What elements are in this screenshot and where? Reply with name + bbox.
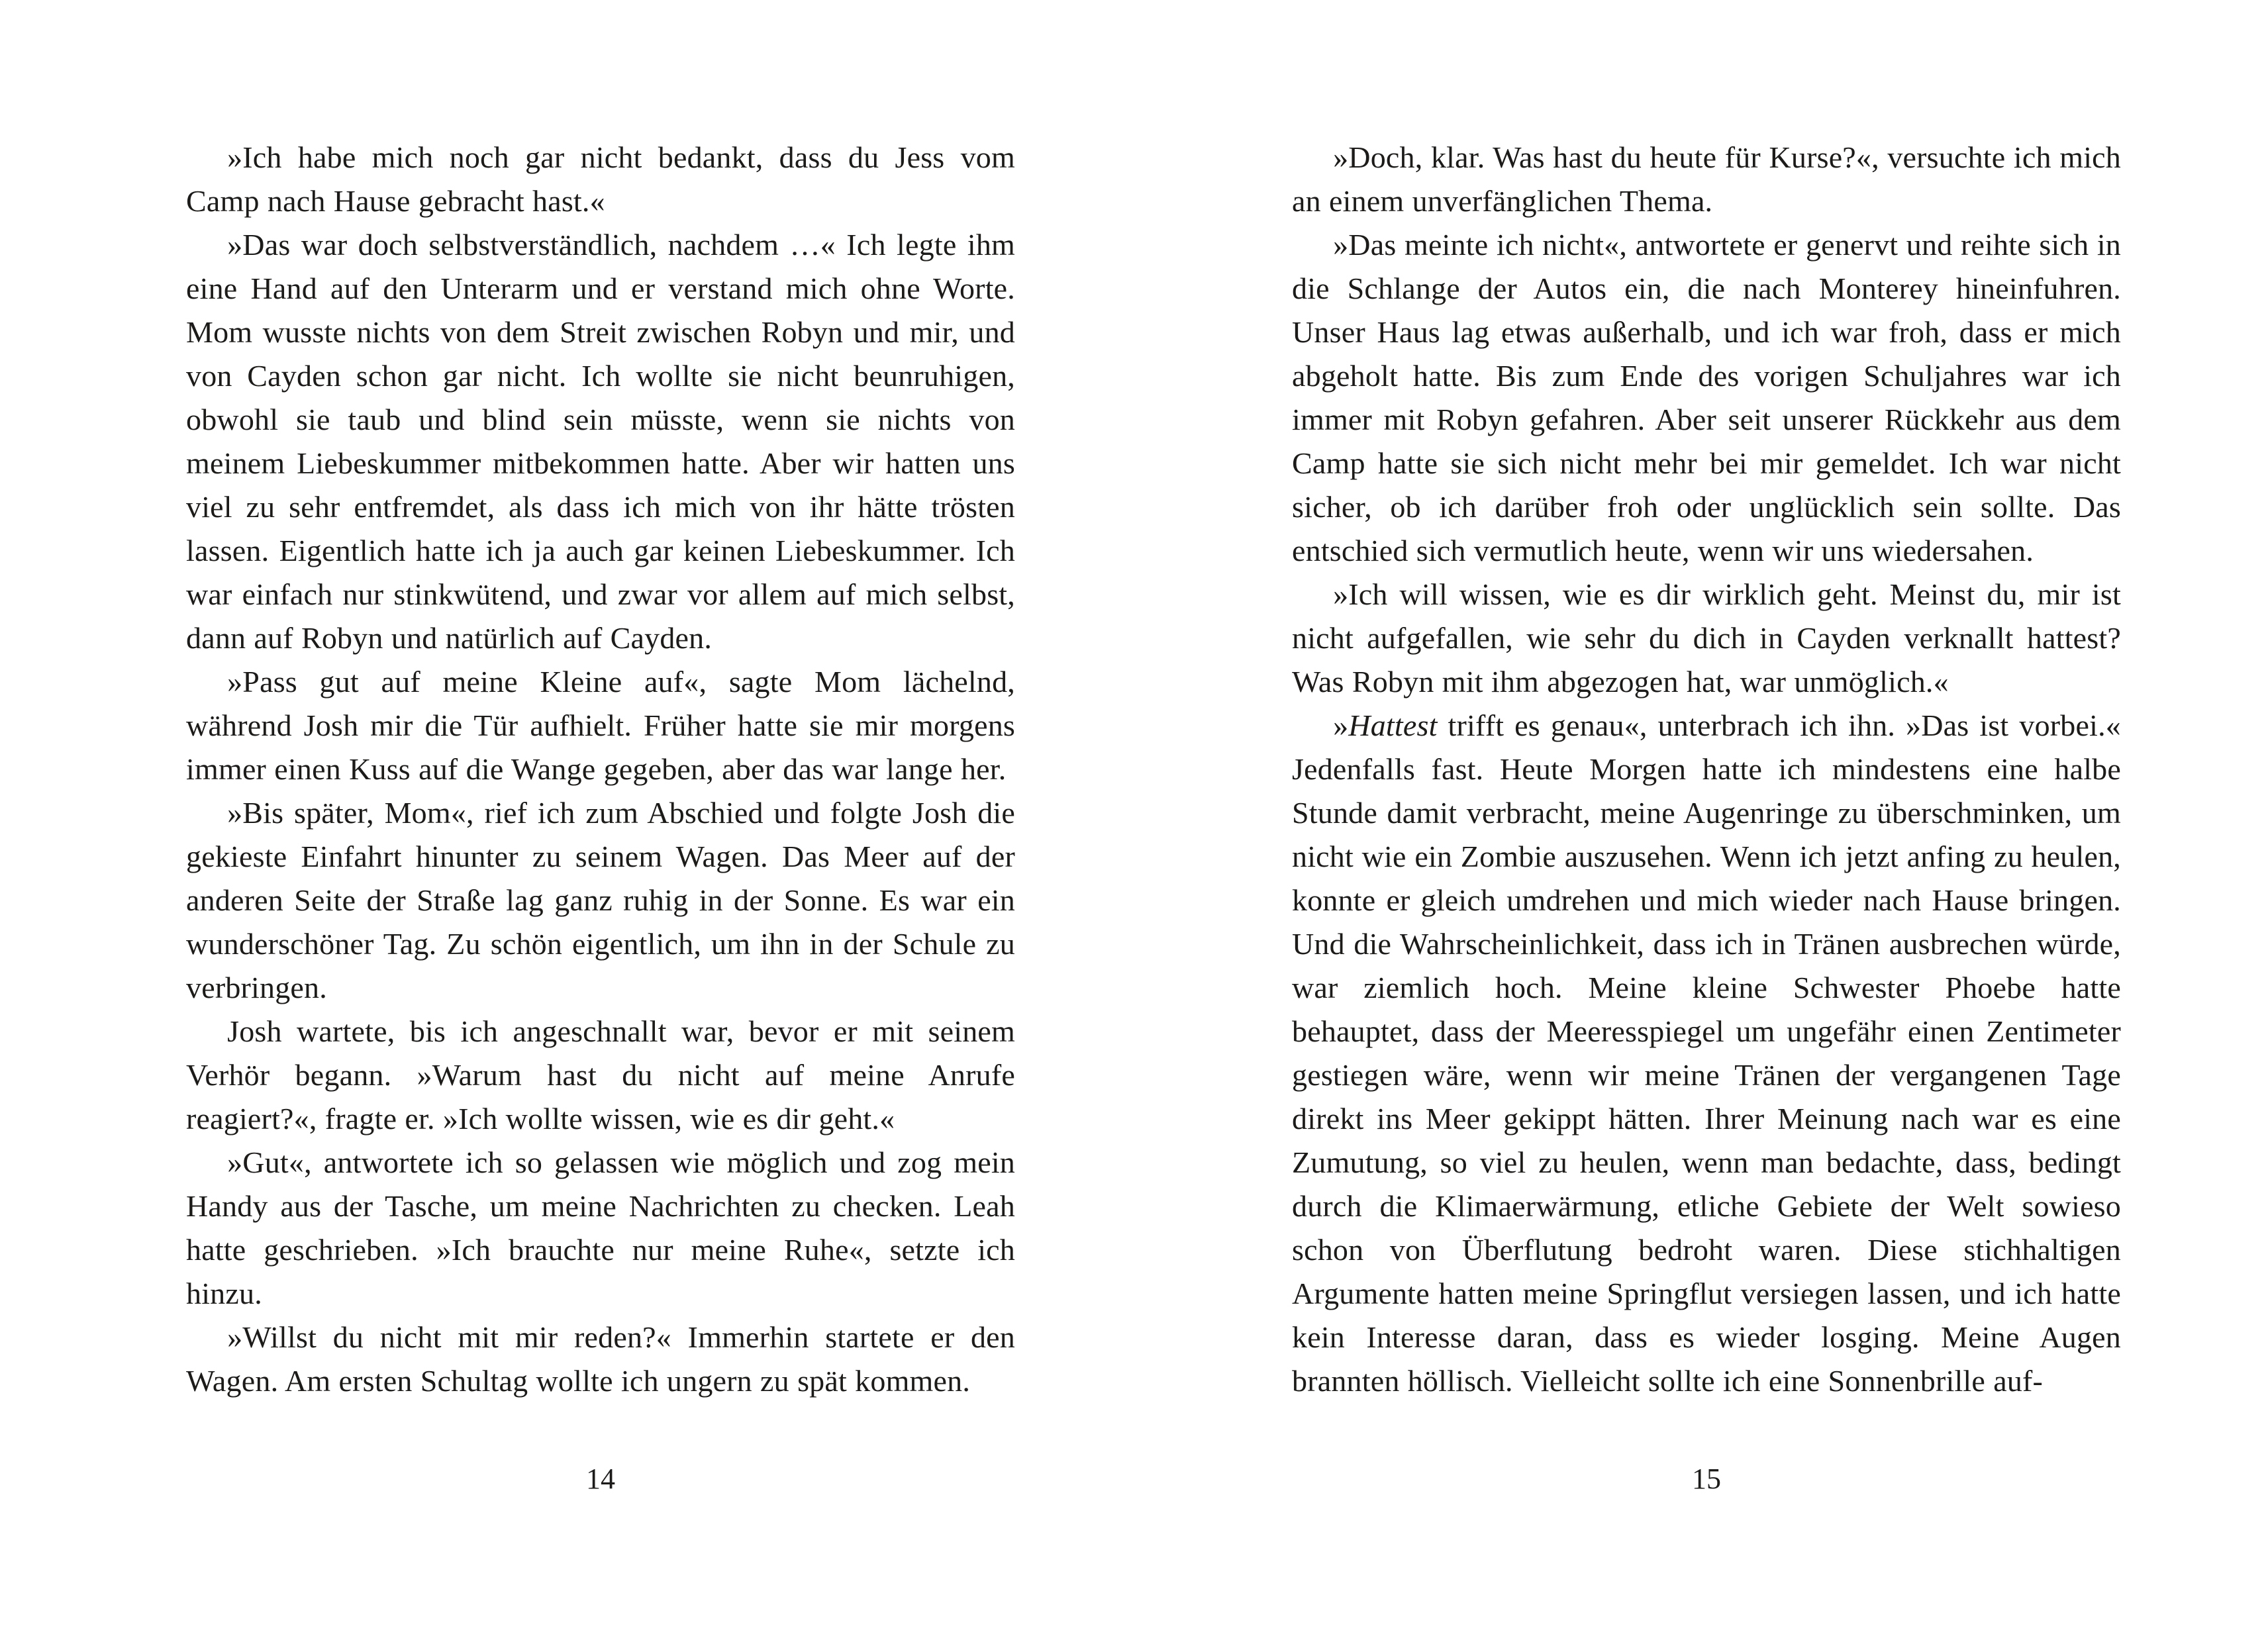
left-page [186, 136, 1015, 1403]
left-page-number: 14 [586, 1463, 615, 1495]
right-page-number: 15 [1692, 1463, 1721, 1495]
paragraph: »Gut«, antwortete ich so gelassen wie möglich und zog mein Handy aus der Tasche, um meine Nachrichten zu checken. Leah hatte geschrieben. »Ich brauchte nur meine Ruhe«, setzte ich hinzu. [186, 1145, 1015, 1310]
paragraph: »Ich habe mich noch gar nicht bedankt, dass du Jess vom Camp nach Hause gebracht hast.« [186, 140, 1015, 218]
paragraph-text: trifft es genau«, unterbrach ich ihn. »Das ist vorbei.« Jedenfalls fast. Heute Morgen hatte ich mindestens eine halbe Stunde damit verbracht, meine Augenringe zu überschminken, um nicht wie ein Zombie auszusehen. Wenn ich jetzt anfing zu heulen, konnte er gleich umdrehen und mich wieder nach Hause bringen. Und die Wahrscheinlichkeit, dass ich in Tränen ausbrechen würde, war ziemlich hoch. Meine kleine Schwester Phoebe hatte behauptet, dass der Meeresspiegel um ungefähr einen Zentimeter gestiegen wäre, wenn wir meine Tränen der vergangenen Tage direkt ins Meer gekippt hätten. Ihrer Meinung nach war es eine Zumutung, so viel zu heulen, wenn man bedachte, dass, bedingt durch die Klimaerwärmung, etliche Gebiete der Welt sowieso schon von Überflutung bedroht waren. Diese stichhaltigen Argumente hatten meine Springflut versiegen lassen, und ich hatte kein Interesse daran, dass es wieder losging. Meine Augen brannten höllisch. Vielleicht sollte ich eine Sonnenbrille auf- [1292, 708, 2121, 1398]
paragraph: »Das meinte ich nicht«, antwortete er genervt und reihte sich in die Schlange der Autos ein, die nach Monterey hineinfuhren. Unser Haus lag etwas außerhalb, und ich war froh, dass er mich abgeholt hatte. Bis zum Ende des vorigen Schuljahres war ich immer mit Robyn gefahren. Aber seit unserer Rückkehr aus dem Camp hatte sie sich nicht mehr bei mir gemeldet. Ich war nicht sicher, ob ich darüber froh oder unglücklich sein sollte. Das entschied sich vermutlich heute, wenn wir uns wiedersahen. [1292, 228, 2121, 567]
quote-mark: » [1333, 708, 1349, 742]
paragraph: »Pass gut auf meine Kleine auf«, sagte Mom lächelnd, während Josh mir die Tür aufhielt. Früher hatte sie mir morgens immer einen Kuss auf die Wange gegeben, aber das war lange her. [186, 665, 1015, 786]
paragraph: »Ich will wissen, wie es dir wirklich geht. Meinst du, mir ist nicht aufgefallen, wie sehr du dich in Cayden verknallt hattest? Was Robyn mit ihm abgezogen hat, war unmöglich.« [1292, 577, 2121, 699]
paragraph: »Willst du nicht mit mir reden?« Immerhin startete er den Wagen. Am ersten Schultag wollte ich ungern zu spät kommen. [186, 1320, 1015, 1398]
paragraph: »Doch, klar. Was hast du heute für Kurse?«, versuchte ich mich an einem unverfänglichen Thema. [1292, 140, 2121, 218]
paragraph: »Das war doch selbstverständlich, nachdem …« Ich legte ihm eine Hand auf den Unterarm und er verstand mich ohne Worte. Mom wusste nichts von dem Streit zwischen Robyn und mir, und von Cayden schon gar nicht. Ich wollte sie nicht beunruhigen, obwohl sie taub und blind sein müsste, wenn sie nichts von meinem Liebeskummer mitbekommen hatte. Aber wir hatten uns viel zu sehr entfremdet, als dass ich mich von ihr hätte trösten lassen. Eigentlich hatte ich ja auch gar keinen Liebeskummer. Ich war einfach nur stinkwütend, und zwar vor allem auf mich selbst, dann auf Robyn und natürlich auf Cayden. [186, 228, 1015, 655]
right-page [1292, 136, 2121, 1403]
paragraph: »Bis später, Mom«, rief ich zum Abschied und folgte Josh die gekieste Einfahrt hinunter zu seinem Wagen. Das Meer auf der anderen Seite der Straße lag ganz ruhig in der Sonne. Es war ein wunderschöner Tag. Zu schön eigentlich, um ihn in der Schule zu verbringen. [186, 796, 1015, 1004]
paragraph: Josh wartete, bis ich angeschnallt war, bevor er mit seinem Verhör begann. »Warum hast du nicht auf meine Anrufe reagiert?«, fragte er. »Ich wollte wissen, wie es dir geht.« [186, 1014, 1015, 1135]
paragraph [1292, 704, 2121, 1403]
italic-word: Hattest [1348, 708, 1438, 742]
